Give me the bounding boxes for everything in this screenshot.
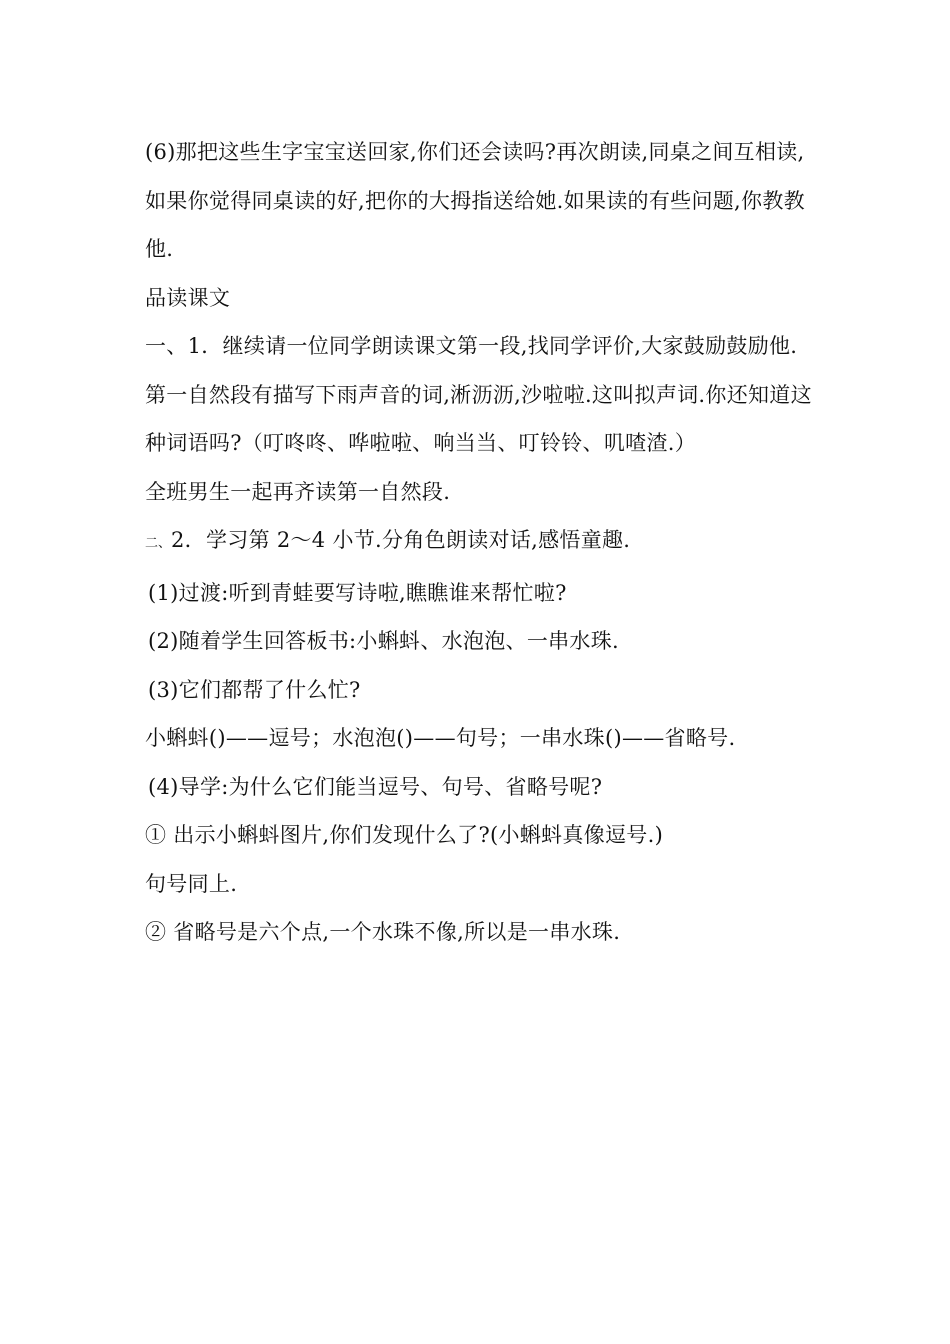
paragraph-transition: (1)过渡:听到青蛙要写诗啦,瞧瞧谁来帮忙啦? [148,580,567,605]
paragraph-boys-read: 全班男生一起再齐读第一自然段. [145,479,451,504]
paragraph-step-two [145,516,815,569]
paragraph-ellipsis: ② 省略号是六个点,一个水珠不像,所以是一串水珠. [145,920,621,944]
document-body [145,128,815,957]
paragraph-blackboard: (2)随着学生回答板书:小蝌蚪、水泡泡、一串水珠. [148,629,619,653]
paragraph-reading-practice: (6)那把这些生字宝宝送回家,你们还会读吗?再次朗读,同桌之间互相读,如果你觉得同桌读的好,把你的大拇指送给她.如果读的有些问题,你教教他. [145,140,805,261]
paragraph-question-help: (3)它们都帮了什么忙? [148,677,361,702]
paragraph-guided-question: (4)导学:为什么它们能当逗号、句号、省略号呢? [148,774,603,799]
section-heading-text-study: 品读课文 [145,285,231,310]
step-two-text: 2．学习第 2～4 小节.分角色朗读对话,感悟童趣. [171,528,631,552]
paragraph-punctuation-map: 小蝌蚪()——逗号；水泡泡()——句号；一串水珠()——省略号. [145,726,736,750]
list-prefix: 二、 [145,536,172,551]
paragraph-step-one: 一、1．继续请一位同学朗读课文第一段,找同学评价,大家鼓励鼓励他.第一自然段有描写下雨声音的词,淅沥沥,沙啦啦.这叫拟声词.你还知道这种词语吗?（叮咚咚、哗啦啦、响当当、叮铃铃、叽喳渣.） [145,334,812,455]
paragraph-tadpole-image: ① 出示小蝌蚪图片,你们发现什么了?(小蝌蚪真像逗号.) [145,823,664,847]
paragraph-period-same: 句号同上. [145,871,238,896]
